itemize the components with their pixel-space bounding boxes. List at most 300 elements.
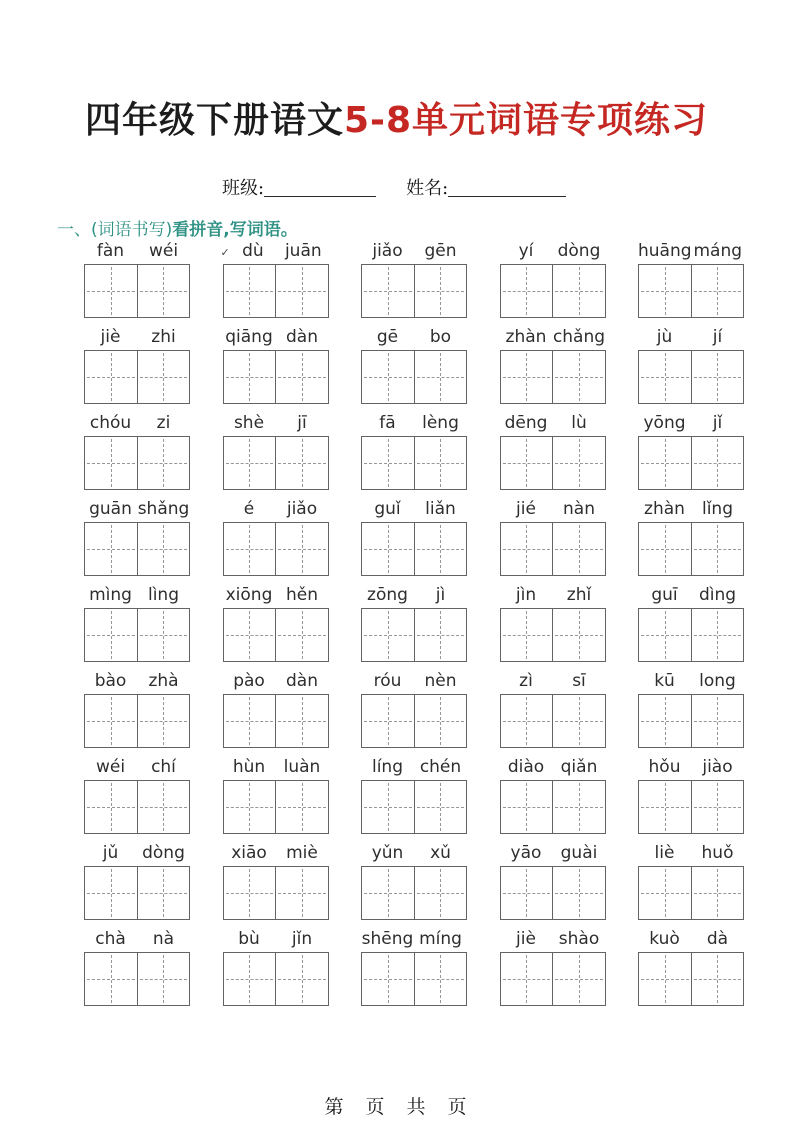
writing-cell <box>276 437 328 489</box>
writing-cell <box>415 609 467 661</box>
writing-cell <box>415 351 467 403</box>
pinyin-pair <box>361 326 467 350</box>
pinyin-syllable: dàn <box>286 327 318 347</box>
pinyin-pair <box>638 240 744 264</box>
writing-cell <box>553 523 605 575</box>
pinyin-pair <box>361 670 467 694</box>
pinyin-pair <box>223 842 329 866</box>
writing-cell <box>362 351 415 403</box>
word-pair <box>361 498 467 584</box>
pinyin-syllable: zì <box>519 671 533 691</box>
writing-cell <box>692 695 744 747</box>
pinyin-syllable: dù <box>242 241 264 261</box>
writing-cell <box>138 609 190 661</box>
word-pair <box>361 756 467 842</box>
pinyin-syllable: zhàn <box>644 499 685 519</box>
word-pair <box>500 670 606 756</box>
page-title-red: 5-8单元词语专项练习 <box>343 100 709 141</box>
word-pair <box>638 842 744 928</box>
pinyin-syllable: chǎng <box>552 327 606 347</box>
word-pair <box>361 842 467 928</box>
word-pair <box>223 842 329 928</box>
writing-cell <box>224 781 277 833</box>
pinyin-syllable: jié <box>516 499 536 519</box>
word-pair <box>638 498 744 584</box>
pinyin-syllable: yōng <box>643 413 686 433</box>
writing-cell <box>692 265 744 317</box>
writing-box <box>223 264 329 318</box>
section-header <box>57 215 298 240</box>
pinyin-pair <box>500 326 606 350</box>
writing-cell <box>85 867 138 919</box>
pinyin-syllable: miè <box>286 843 318 863</box>
pinyin-pair <box>220 240 329 264</box>
pinyin-syllable: dòng <box>142 843 185 863</box>
pinyin-pair <box>223 326 329 350</box>
writing-cell <box>415 437 467 489</box>
pinyin-syllable: dìng <box>698 585 737 605</box>
pinyin-syllable: zi <box>156 413 171 433</box>
pinyin-syllable: guī <box>651 585 678 605</box>
writing-cell <box>276 953 328 1005</box>
writing-box <box>638 952 744 1006</box>
pinyin-syllable: kū <box>654 671 675 691</box>
writing-cell <box>553 695 605 747</box>
word-pair <box>84 584 190 670</box>
name-label: 姓名: <box>406 178 449 199</box>
word-pair <box>84 928 190 1014</box>
pinyin-syllable: hěn <box>285 585 318 605</box>
writing-cell <box>224 265 277 317</box>
pinyin-syllable: chén <box>419 757 462 777</box>
pinyin-syllable: shào <box>558 929 600 949</box>
writing-cell <box>85 781 138 833</box>
writing-cell <box>692 437 744 489</box>
pinyin-pair <box>500 670 606 694</box>
writing-box <box>638 264 744 318</box>
pinyin-pair <box>84 498 190 522</box>
writing-box <box>638 694 744 748</box>
pinyin-syllable: líng <box>371 757 403 777</box>
writing-box <box>84 694 190 748</box>
writing-cell <box>85 265 138 317</box>
writing-box <box>500 436 606 490</box>
pinyin-pair <box>84 584 190 608</box>
word-pair <box>638 240 744 326</box>
pinyin-syllable: yí <box>518 241 534 261</box>
writing-cell <box>276 781 328 833</box>
writing-cell <box>138 867 190 919</box>
pinyin-syllable: jiè <box>516 929 536 949</box>
pinyin-pair <box>84 842 190 866</box>
pinyin-syllable: long <box>699 671 736 691</box>
writing-cell <box>415 867 467 919</box>
section-label: 一、(词语书写) <box>57 220 173 240</box>
pinyin-syllable: shēng <box>361 929 414 949</box>
word-pair <box>500 412 606 498</box>
writing-box <box>223 866 329 920</box>
writing-cell <box>553 265 605 317</box>
writing-cell <box>362 523 415 575</box>
pinyin-pair <box>500 498 606 522</box>
word-pair <box>84 498 190 584</box>
writing-box <box>361 866 467 920</box>
writing-box <box>84 264 190 318</box>
pinyin-syllable: xiōng <box>225 585 273 605</box>
writing-box <box>361 436 467 490</box>
writing-box <box>361 264 467 318</box>
writing-cell <box>692 523 744 575</box>
word-pair <box>84 670 190 756</box>
pinyin-pair <box>638 498 744 522</box>
writing-cell <box>501 695 554 747</box>
writing-box <box>84 780 190 834</box>
word-pair <box>638 584 744 670</box>
writing-box <box>84 350 190 404</box>
pinyin-pair <box>638 756 744 780</box>
writing-cell <box>138 781 190 833</box>
writing-box <box>500 694 606 748</box>
pinyin-pair <box>361 928 467 952</box>
word-pair <box>361 584 467 670</box>
writing-box <box>84 436 190 490</box>
writing-cell <box>138 437 190 489</box>
writing-cell <box>276 695 328 747</box>
writing-cell <box>85 609 138 661</box>
pinyin-pair <box>84 412 190 436</box>
word-row <box>84 842 744 928</box>
writing-box <box>223 608 329 662</box>
pinyin-syllable: jiǎo <box>286 499 318 519</box>
pinyin-syllable: hǒu <box>648 757 681 777</box>
pinyin-syllable: mìng <box>89 585 132 605</box>
writing-cell <box>692 781 744 833</box>
writing-cell <box>692 867 744 919</box>
pinyin-syllable: yǔn <box>371 843 404 863</box>
writing-cell <box>501 781 554 833</box>
writing-box <box>638 436 744 490</box>
pinyin-syllable: é <box>243 499 255 519</box>
word-row <box>84 498 744 584</box>
pinyin-syllable: jìn <box>515 585 537 605</box>
pinyin-syllable: juān <box>284 241 322 261</box>
pinyin-syllable: fàn <box>96 241 125 261</box>
class-blank-line <box>264 179 376 197</box>
pinyin-word-grid <box>84 240 744 1014</box>
pinyin-syllable: chà <box>95 929 126 949</box>
writing-box <box>223 522 329 576</box>
word-pair <box>638 412 744 498</box>
pinyin-syllable: jǔ <box>102 843 119 863</box>
writing-box <box>361 522 467 576</box>
pinyin-syllable: dà <box>706 929 729 949</box>
writing-cell <box>692 953 744 1005</box>
word-pair <box>500 928 606 1014</box>
pinyin-syllable: gēn <box>424 241 457 261</box>
writing-box <box>223 780 329 834</box>
writing-cell <box>362 265 415 317</box>
word-row <box>84 412 744 498</box>
pinyin-syllable: bo <box>429 327 452 347</box>
pinyin-syllable: luàn <box>283 757 321 777</box>
pinyin-syllable: bào <box>94 671 127 691</box>
writing-cell <box>138 523 190 575</box>
pinyin-syllable: dòng <box>557 241 601 261</box>
pinyin-syllable: gē <box>376 327 399 347</box>
writing-cell <box>639 351 692 403</box>
writing-cell <box>362 953 415 1005</box>
pinyin-pair <box>361 412 467 436</box>
writing-cell <box>224 437 277 489</box>
writing-cell <box>639 523 692 575</box>
pinyin-syllable: xǔ <box>430 843 451 863</box>
word-pair <box>500 498 606 584</box>
writing-cell <box>553 867 605 919</box>
word-pair <box>223 412 329 498</box>
pinyin-pair <box>638 584 744 608</box>
writing-cell <box>639 953 692 1005</box>
pinyin-pair <box>361 498 467 522</box>
word-pair <box>223 756 329 842</box>
writing-cell <box>138 695 190 747</box>
word-pair <box>500 240 606 326</box>
pinyin-pair <box>638 412 744 436</box>
writing-box <box>638 866 744 920</box>
word-pair <box>500 842 606 928</box>
pinyin-syllable: jī <box>297 413 307 433</box>
pinyin-pair <box>361 756 467 780</box>
pinyin-syllable: shǎng <box>137 499 190 519</box>
pinyin-syllable: zhàn <box>505 327 547 347</box>
writing-box <box>500 264 606 318</box>
writing-cell <box>501 953 554 1005</box>
writing-box <box>638 608 744 662</box>
writing-box <box>361 694 467 748</box>
writing-box <box>500 522 606 576</box>
pinyin-syllable: guài <box>560 843 598 863</box>
word-pair <box>84 240 190 326</box>
pinyin-syllable: liè <box>654 843 675 863</box>
writing-box <box>223 694 329 748</box>
writing-box <box>361 608 467 662</box>
writing-cell <box>639 695 692 747</box>
pinyin-pair <box>638 326 744 350</box>
writing-cell <box>639 265 692 317</box>
word-pair <box>84 756 190 842</box>
writing-box <box>638 350 744 404</box>
pinyin-pair <box>500 842 606 866</box>
pinyin-pair <box>223 756 329 780</box>
pinyin-syllable: xiāo <box>231 843 267 863</box>
pinyin-pair <box>223 928 329 952</box>
pinyin-pair <box>223 670 329 694</box>
pinyin-syllable: guān <box>89 499 132 519</box>
writing-cell <box>415 695 467 747</box>
word-pair <box>361 240 467 326</box>
word-pair <box>223 928 329 1014</box>
word-row <box>84 240 744 326</box>
pinyin-syllable: wéi <box>148 241 179 261</box>
pinyin-pair <box>500 412 606 436</box>
writing-cell <box>138 351 190 403</box>
pinyin-syllable: lǐng <box>701 499 733 519</box>
word-pair <box>361 670 467 756</box>
pinyin-pair <box>223 498 329 522</box>
word-pair <box>223 498 329 584</box>
pinyin-syllable: jù <box>656 327 673 347</box>
word-pair <box>84 326 190 412</box>
pinyin-syllable: nà <box>152 929 175 949</box>
writing-cell <box>224 351 277 403</box>
pinyin-pair <box>84 326 190 350</box>
pinyin-syllable: hùn <box>232 757 266 777</box>
writing-cell <box>501 437 554 489</box>
word-pair <box>638 670 744 756</box>
pinyin-syllable: róu <box>373 671 402 691</box>
word-pair <box>638 326 744 412</box>
pinyin-syllable: shè <box>233 413 265 433</box>
writing-cell <box>553 609 605 661</box>
writing-cell <box>415 953 467 1005</box>
pinyin-syllable: jiào <box>702 757 733 777</box>
writing-cell <box>362 867 415 919</box>
word-pair <box>361 412 467 498</box>
pinyin-syllable: kuò <box>649 929 680 949</box>
word-pair <box>223 326 329 412</box>
pinyin-syllable: zhǐ <box>566 585 592 605</box>
pinyin-syllable: huāng <box>638 241 692 261</box>
word-row <box>84 928 744 1014</box>
pinyin-pair <box>638 670 744 694</box>
pinyin-syllable: liǎn <box>425 499 456 519</box>
pinyin-syllable: jì <box>435 585 446 605</box>
writing-box <box>638 522 744 576</box>
name-blank-line <box>448 179 566 197</box>
pinyin-pair <box>84 240 190 264</box>
writing-cell <box>224 609 277 661</box>
writing-box <box>84 522 190 576</box>
pinyin-syllable: qiǎn <box>560 757 598 777</box>
pinyin-syllable: jǐ <box>712 413 723 433</box>
writing-cell <box>639 781 692 833</box>
pinyin-syllable: huǒ <box>701 843 734 863</box>
pinyin-syllable: wéi <box>95 757 126 777</box>
pinyin-pair <box>84 756 190 780</box>
pinyin-syllable: qiāng <box>225 327 273 347</box>
writing-box <box>84 952 190 1006</box>
word-pair <box>223 670 329 756</box>
pinyin-syllable: zōng <box>367 585 408 605</box>
writing-cell <box>415 265 467 317</box>
pinyin-syllable: dàn <box>286 671 318 691</box>
word-pair <box>500 326 606 412</box>
pinyin-pair <box>500 584 606 608</box>
word-pair <box>84 412 190 498</box>
writing-box <box>361 780 467 834</box>
word-pair <box>638 756 744 842</box>
pinyin-pair <box>638 928 744 952</box>
word-pair <box>220 240 329 326</box>
pinyin-pair <box>84 670 190 694</box>
word-pair <box>223 584 329 670</box>
writing-cell <box>276 351 328 403</box>
page-title-black: 四年级下册语文 <box>84 100 344 141</box>
pinyin-syllable: lù <box>571 413 587 433</box>
pinyin-syllable: guǐ <box>374 499 401 519</box>
student-info-line <box>222 174 566 200</box>
writing-box <box>223 436 329 490</box>
pinyin-syllable: jǐn <box>291 929 313 949</box>
writing-cell <box>415 781 467 833</box>
writing-cell <box>415 523 467 575</box>
section-instruction: 看拼音,写词语。 <box>172 220 298 240</box>
writing-cell <box>276 265 328 317</box>
pinyin-pair <box>361 584 467 608</box>
pinyin-syllable: sī <box>572 671 586 691</box>
writing-cell <box>224 953 277 1005</box>
writing-cell <box>85 437 138 489</box>
pinyin-syllable: chí <box>151 757 176 777</box>
pinyin-syllable: nàn <box>563 499 595 519</box>
writing-box <box>500 866 606 920</box>
writing-cell <box>501 351 554 403</box>
writing-cell <box>553 781 605 833</box>
pinyin-pair <box>223 584 329 608</box>
writing-cell <box>85 351 138 403</box>
page-title <box>0 92 793 143</box>
writing-box <box>223 952 329 1006</box>
writing-cell <box>501 609 554 661</box>
pinyin-syllable: jiè <box>100 327 121 347</box>
writing-cell <box>501 867 554 919</box>
writing-cell <box>224 867 277 919</box>
writing-cell <box>276 867 328 919</box>
writing-cell <box>85 953 138 1005</box>
writing-cell <box>639 437 692 489</box>
word-row <box>84 584 744 670</box>
writing-cell <box>553 351 605 403</box>
pinyin-syllable: lèng <box>422 413 459 433</box>
writing-box <box>638 780 744 834</box>
pinyin-syllable: nèn <box>424 671 457 691</box>
pinyin-syllable: lìng <box>147 585 179 605</box>
pinyin-pair <box>638 842 744 866</box>
writing-cell <box>692 351 744 403</box>
writing-box <box>84 866 190 920</box>
writing-box <box>84 608 190 662</box>
pinyin-pair <box>500 928 606 952</box>
writing-cell <box>85 523 138 575</box>
word-row <box>84 326 744 412</box>
stray-check-mark: ✓ <box>220 246 230 259</box>
writing-cell <box>692 609 744 661</box>
pinyin-syllable: jiǎo <box>372 241 403 261</box>
word-pair <box>361 928 467 1014</box>
pinyin-syllable: zhà <box>148 671 179 691</box>
pinyin-syllable: bù <box>238 929 260 949</box>
writing-cell <box>639 867 692 919</box>
class-label: 班级: <box>222 178 265 199</box>
pinyin-syllable: jí <box>712 327 723 347</box>
word-pair <box>84 842 190 928</box>
writing-box <box>500 780 606 834</box>
writing-cell <box>362 781 415 833</box>
writing-cell <box>362 695 415 747</box>
word-pair <box>638 928 744 1014</box>
pinyin-pair <box>500 756 606 780</box>
pinyin-syllable: zhi <box>151 327 176 347</box>
writing-box <box>500 350 606 404</box>
